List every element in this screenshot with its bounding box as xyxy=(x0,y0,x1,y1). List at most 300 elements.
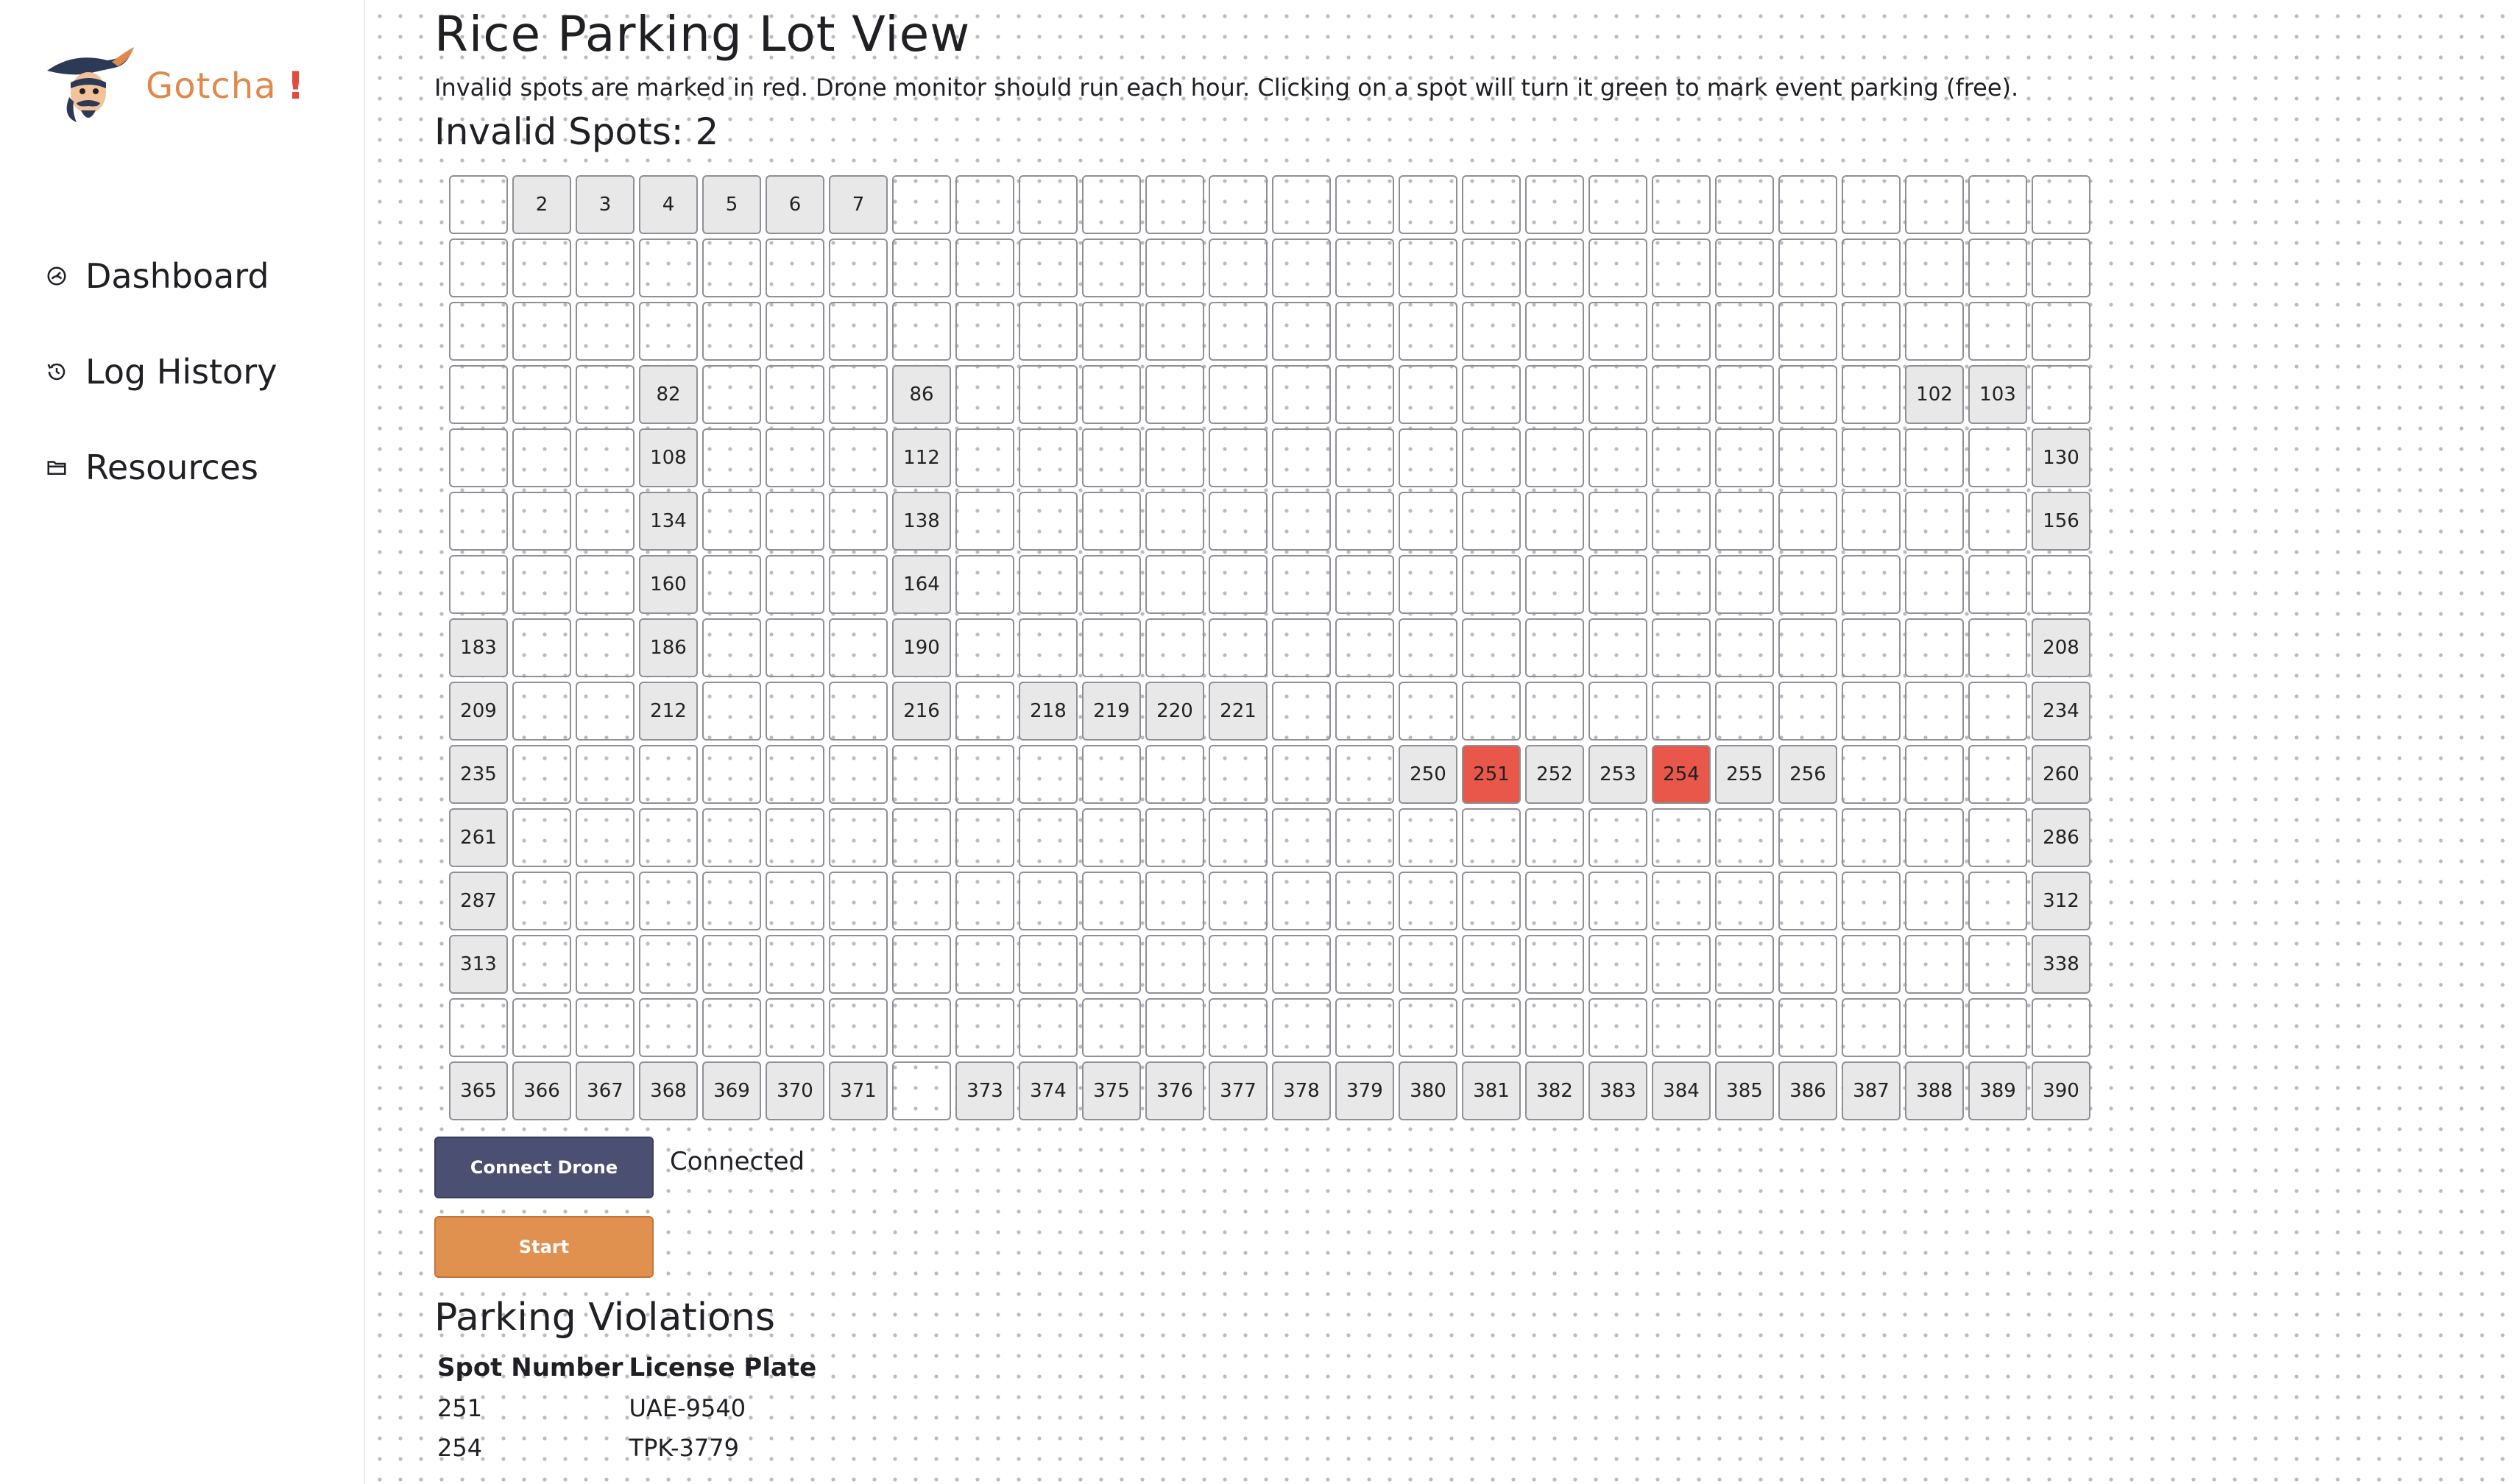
parking-spot[interactable] xyxy=(1905,998,1964,1057)
parking-spot[interactable]: 338 xyxy=(2032,935,2090,994)
brand[interactable] xyxy=(44,46,304,127)
parking-spot[interactable] xyxy=(766,365,824,424)
parking-spot[interactable] xyxy=(1082,365,1141,424)
parking-spot[interactable] xyxy=(449,492,508,551)
parking-spot[interactable] xyxy=(1525,998,1584,1057)
parking-spot[interactable] xyxy=(1272,302,1331,361)
parking-spot[interactable] xyxy=(1335,365,1394,424)
parking-spot[interactable] xyxy=(1905,302,1964,361)
parking-spot[interactable] xyxy=(449,555,508,614)
parking-spot[interactable] xyxy=(1145,808,1204,867)
parking-spot[interactable] xyxy=(892,998,951,1057)
parking-spot[interactable] xyxy=(449,175,508,234)
parking-spot[interactable] xyxy=(1588,872,1647,930)
start-button[interactable]: Start xyxy=(434,1216,654,1278)
parking-spot[interactable] xyxy=(512,239,571,297)
parking-spot[interactable] xyxy=(1525,935,1584,994)
parking-spot[interactable]: 382 xyxy=(1525,1061,1584,1120)
connect-drone-button[interactable]: Connect Drone xyxy=(434,1137,654,1198)
parking-spot[interactable] xyxy=(2032,365,2090,424)
parking-spot[interactable] xyxy=(1399,302,1457,361)
parking-spot[interactable] xyxy=(1778,872,1837,930)
parking-spot[interactable]: 103 xyxy=(1968,365,2027,424)
parking-spot[interactable]: 386 xyxy=(1778,1061,1837,1120)
parking-spot[interactable]: 375 xyxy=(1082,1061,1141,1120)
parking-spot[interactable] xyxy=(449,302,508,361)
parking-spot[interactable] xyxy=(576,935,635,994)
parking-spot[interactable]: 160 xyxy=(639,555,698,614)
parking-spot[interactable] xyxy=(1588,302,1647,361)
parking-spot[interactable]: 387 xyxy=(1842,1061,1901,1120)
parking-spot[interactable] xyxy=(1272,998,1331,1057)
parking-spot[interactable] xyxy=(1842,302,1901,361)
parking-spot[interactable] xyxy=(1082,428,1141,487)
parking-spot[interactable] xyxy=(702,618,761,677)
parking-spot[interactable] xyxy=(702,998,761,1057)
parking-spot[interactable] xyxy=(1145,239,1204,297)
parking-spot[interactable] xyxy=(1399,492,1457,551)
parking-spot[interactable] xyxy=(1778,239,1837,297)
parking-spot[interactable] xyxy=(639,239,698,297)
parking-spot[interactable] xyxy=(766,239,824,297)
parking-spot[interactable] xyxy=(1905,239,1964,297)
parking-spot[interactable]: 82 xyxy=(639,365,698,424)
parking-spot[interactable] xyxy=(1272,682,1331,741)
parking-spot[interactable] xyxy=(1588,492,1647,551)
parking-spot[interactable] xyxy=(1335,808,1394,867)
parking-spot[interactable] xyxy=(1145,745,1204,804)
parking-spot[interactable] xyxy=(1272,618,1331,677)
parking-spot[interactable] xyxy=(1335,998,1394,1057)
parking-spot[interactable] xyxy=(2032,998,2090,1057)
parking-spot[interactable] xyxy=(1145,175,1204,234)
parking-spot[interactable] xyxy=(1905,492,1964,551)
parking-spot[interactable] xyxy=(1525,302,1584,361)
parking-spot[interactable] xyxy=(449,428,508,487)
parking-spot[interactable] xyxy=(1335,555,1394,614)
parking-spot[interactable] xyxy=(1842,682,1901,741)
parking-spot[interactable] xyxy=(1842,239,1901,297)
parking-spot[interactable] xyxy=(829,365,888,424)
parking-spot[interactable]: 134 xyxy=(639,492,698,551)
parking-spot[interactable] xyxy=(1082,239,1141,297)
parking-spot[interactable] xyxy=(1968,998,2027,1057)
parking-spot[interactable]: 4 xyxy=(639,175,698,234)
parking-spot[interactable] xyxy=(512,365,571,424)
parking-spot[interactable] xyxy=(1715,618,1774,677)
parking-spot[interactable] xyxy=(1209,492,1268,551)
parking-spot[interactable] xyxy=(766,428,824,487)
parking-spot[interactable] xyxy=(512,682,571,741)
parking-spot[interactable] xyxy=(829,935,888,994)
parking-spot[interactable] xyxy=(1968,302,2027,361)
parking-spot[interactable] xyxy=(1399,998,1457,1057)
parking-spot[interactable] xyxy=(1399,428,1457,487)
parking-spot[interactable] xyxy=(1399,935,1457,994)
parking-spot[interactable]: 374 xyxy=(1019,1061,1078,1120)
parking-spot[interactable]: 368 xyxy=(639,1061,698,1120)
parking-spot[interactable] xyxy=(639,998,698,1057)
parking-spot[interactable]: 3 xyxy=(576,175,635,234)
parking-spot[interactable]: 260 xyxy=(2032,745,2090,804)
parking-spot[interactable]: 108 xyxy=(639,428,698,487)
parking-spot[interactable]: 385 xyxy=(1715,1061,1774,1120)
parking-spot[interactable] xyxy=(1462,618,1521,677)
parking-spot[interactable] xyxy=(639,808,698,867)
parking-spot[interactable]: 252 xyxy=(1525,745,1584,804)
parking-spot[interactable] xyxy=(1588,808,1647,867)
parking-spot[interactable]: 186 xyxy=(639,618,698,677)
parking-spot[interactable] xyxy=(1525,555,1584,614)
parking-spot[interactable] xyxy=(1652,998,1711,1057)
parking-spot[interactable] xyxy=(1968,175,2027,234)
parking-spot[interactable] xyxy=(892,302,951,361)
parking-spot[interactable] xyxy=(892,808,951,867)
parking-spot[interactable] xyxy=(1082,492,1141,551)
parking-spot[interactable] xyxy=(1968,428,2027,487)
parking-spot[interactable] xyxy=(1399,808,1457,867)
parking-spot[interactable] xyxy=(702,302,761,361)
parking-spot[interactable]: 250 xyxy=(1399,745,1457,804)
parking-spot[interactable] xyxy=(955,998,1014,1057)
parking-spot[interactable] xyxy=(766,555,824,614)
parking-spot[interactable] xyxy=(1588,998,1647,1057)
parking-spot[interactable] xyxy=(1335,618,1394,677)
parking-spot[interactable] xyxy=(1145,935,1204,994)
parking-spot[interactable] xyxy=(955,239,1014,297)
parking-spot[interactable] xyxy=(1778,682,1837,741)
parking-spot[interactable] xyxy=(1778,935,1837,994)
parking-spot[interactable] xyxy=(1778,492,1837,551)
parking-spot[interactable] xyxy=(512,808,571,867)
parking-spot[interactable] xyxy=(2032,302,2090,361)
parking-spot[interactable] xyxy=(1019,365,1078,424)
parking-spot[interactable] xyxy=(576,428,635,487)
parking-spot[interactable] xyxy=(1462,555,1521,614)
parking-spot[interactable] xyxy=(639,302,698,361)
parking-spot[interactable] xyxy=(1905,428,1964,487)
parking-spot[interactable] xyxy=(1842,428,1901,487)
parking-spot[interactable] xyxy=(1778,302,1837,361)
parking-spot[interactable] xyxy=(1462,302,1521,361)
parking-spot[interactable]: 190 xyxy=(892,618,951,677)
parking-spot[interactable] xyxy=(1399,365,1457,424)
parking-spot[interactable]: 209 xyxy=(449,682,508,741)
parking-spot[interactable] xyxy=(1968,935,2027,994)
parking-spot[interactable] xyxy=(1462,175,1521,234)
parking-spot[interactable] xyxy=(1335,492,1394,551)
parking-spot[interactable] xyxy=(1019,175,1078,234)
parking-spot[interactable] xyxy=(576,808,635,867)
parking-spot[interactable] xyxy=(1209,808,1268,867)
parking-spot[interactable] xyxy=(1272,555,1331,614)
parking-spot-invalid[interactable]: 254 xyxy=(1652,745,1711,804)
parking-spot[interactable] xyxy=(1968,682,2027,741)
parking-spot[interactable] xyxy=(702,555,761,614)
parking-spot[interactable] xyxy=(1462,428,1521,487)
parking-spot[interactable] xyxy=(829,492,888,551)
parking-spot[interactable] xyxy=(702,682,761,741)
parking-spot[interactable] xyxy=(1905,872,1964,930)
parking-spot[interactable] xyxy=(1652,428,1711,487)
parking-spot[interactable] xyxy=(1019,555,1078,614)
parking-spot[interactable] xyxy=(766,492,824,551)
sidebar-item-log-history[interactable] xyxy=(46,324,277,420)
parking-spot[interactable]: 255 xyxy=(1715,745,1774,804)
parking-spot[interactable] xyxy=(1842,175,1901,234)
parking-spot[interactable]: 216 xyxy=(892,682,951,741)
parking-spot[interactable] xyxy=(1019,618,1078,677)
parking-spot[interactable]: 365 xyxy=(449,1061,508,1120)
parking-spot[interactable] xyxy=(1968,239,2027,297)
parking-spot[interactable] xyxy=(829,745,888,804)
parking-spot[interactable]: 102 xyxy=(1905,365,1964,424)
parking-spot[interactable] xyxy=(1842,365,1901,424)
parking-spot[interactable] xyxy=(1652,808,1711,867)
parking-spot[interactable] xyxy=(1335,175,1394,234)
parking-spot[interactable] xyxy=(1652,175,1711,234)
parking-spot[interactable] xyxy=(1019,998,1078,1057)
parking-spot[interactable] xyxy=(1525,365,1584,424)
parking-spot[interactable]: 371 xyxy=(829,1061,888,1120)
parking-spot[interactable]: 212 xyxy=(639,682,698,741)
parking-spot[interactable] xyxy=(1715,935,1774,994)
parking-spot[interactable] xyxy=(1715,175,1774,234)
parking-spot[interactable] xyxy=(1145,492,1204,551)
parking-spot[interactable] xyxy=(1715,302,1774,361)
parking-spot[interactable] xyxy=(1082,745,1141,804)
parking-spot[interactable] xyxy=(576,492,635,551)
parking-spot[interactable] xyxy=(1715,555,1774,614)
parking-spot[interactable] xyxy=(1905,935,1964,994)
parking-spot[interactable] xyxy=(1145,618,1204,677)
parking-spot[interactable] xyxy=(1335,239,1394,297)
parking-spot[interactable] xyxy=(449,998,508,1057)
parking-spot[interactable] xyxy=(1019,302,1078,361)
parking-spot[interactable] xyxy=(2032,555,2090,614)
parking-spot[interactable] xyxy=(1019,239,1078,297)
parking-spot[interactable] xyxy=(1525,428,1584,487)
sidebar-item-resources[interactable] xyxy=(46,420,277,515)
parking-spot[interactable] xyxy=(1652,935,1711,994)
parking-spot[interactable] xyxy=(955,745,1014,804)
parking-spot[interactable]: 183 xyxy=(449,618,508,677)
sidebar-item-dashboard[interactable] xyxy=(46,228,277,324)
parking-spot[interactable] xyxy=(1209,618,1268,677)
parking-spot[interactable]: 253 xyxy=(1588,745,1647,804)
parking-spot[interactable]: 6 xyxy=(766,175,824,234)
parking-spot[interactable] xyxy=(1778,998,1837,1057)
parking-spot[interactable] xyxy=(1145,555,1204,614)
parking-spot[interactable] xyxy=(1525,175,1584,234)
parking-spot[interactable] xyxy=(1652,239,1711,297)
parking-spot[interactable] xyxy=(1525,682,1584,741)
parking-spot[interactable] xyxy=(1209,365,1268,424)
parking-spot[interactable] xyxy=(1968,872,2027,930)
parking-spot[interactable] xyxy=(1778,808,1837,867)
parking-spot[interactable] xyxy=(1019,745,1078,804)
parking-spot[interactable]: 235 xyxy=(449,745,508,804)
parking-spot[interactable] xyxy=(1588,175,1647,234)
parking-spot[interactable]: 86 xyxy=(892,365,951,424)
parking-spot-invalid[interactable]: 251 xyxy=(1462,745,1521,804)
parking-spot[interactable] xyxy=(1272,365,1331,424)
parking-spot[interactable] xyxy=(1272,428,1331,487)
parking-spot[interactable] xyxy=(1399,618,1457,677)
parking-spot[interactable] xyxy=(1588,365,1647,424)
parking-spot[interactable] xyxy=(576,365,635,424)
parking-spot[interactable] xyxy=(512,745,571,804)
parking-spot[interactable] xyxy=(1778,428,1837,487)
parking-spot[interactable] xyxy=(1652,682,1711,741)
parking-spot[interactable]: 373 xyxy=(955,1061,1014,1120)
parking-spot[interactable] xyxy=(449,239,508,297)
parking-spot[interactable] xyxy=(1272,745,1331,804)
parking-spot[interactable] xyxy=(1082,872,1141,930)
parking-spot[interactable] xyxy=(1335,428,1394,487)
parking-spot[interactable] xyxy=(955,428,1014,487)
parking-spot[interactable] xyxy=(1335,302,1394,361)
parking-spot[interactable] xyxy=(1209,555,1268,614)
parking-spot[interactable] xyxy=(1399,872,1457,930)
parking-spot[interactable] xyxy=(1272,935,1331,994)
parking-spot[interactable] xyxy=(1905,555,1964,614)
parking-spot[interactable] xyxy=(829,808,888,867)
parking-spot[interactable]: 218 xyxy=(1019,682,1078,741)
parking-spot[interactable] xyxy=(1715,428,1774,487)
parking-spot[interactable] xyxy=(702,872,761,930)
parking-spot[interactable]: 313 xyxy=(449,935,508,994)
parking-spot[interactable]: 384 xyxy=(1652,1061,1711,1120)
parking-spot[interactable]: 286 xyxy=(2032,808,2090,867)
parking-spot[interactable] xyxy=(1145,365,1204,424)
parking-spot[interactable] xyxy=(766,872,824,930)
parking-spot[interactable] xyxy=(576,998,635,1057)
parking-spot[interactable] xyxy=(1525,618,1584,677)
parking-spot[interactable] xyxy=(1842,618,1901,677)
parking-spot[interactable] xyxy=(1842,492,1901,551)
parking-spot[interactable] xyxy=(829,555,888,614)
parking-spot[interactable] xyxy=(576,239,635,297)
parking-spot[interactable]: 221 xyxy=(1209,682,1268,741)
parking-spot[interactable] xyxy=(1272,872,1331,930)
parking-spot[interactable] xyxy=(892,1061,951,1120)
parking-spot[interactable] xyxy=(766,998,824,1057)
parking-spot[interactable] xyxy=(766,745,824,804)
parking-spot[interactable] xyxy=(512,555,571,614)
parking-spot[interactable] xyxy=(766,682,824,741)
parking-spot[interactable] xyxy=(1588,555,1647,614)
parking-spot[interactable] xyxy=(512,935,571,994)
parking-spot[interactable] xyxy=(1715,682,1774,741)
parking-spot[interactable] xyxy=(1019,492,1078,551)
parking-spot[interactable] xyxy=(766,808,824,867)
parking-spot[interactable]: 378 xyxy=(1272,1061,1331,1120)
parking-spot[interactable] xyxy=(1715,808,1774,867)
parking-spot[interactable] xyxy=(955,555,1014,614)
parking-spot[interactable] xyxy=(955,175,1014,234)
parking-spot[interactable] xyxy=(1588,935,1647,994)
parking-spot[interactable] xyxy=(512,428,571,487)
parking-spot[interactable] xyxy=(576,872,635,930)
parking-spot[interactable]: 379 xyxy=(1335,1061,1394,1120)
parking-spot[interactable] xyxy=(1905,175,1964,234)
parking-spot[interactable] xyxy=(1842,935,1901,994)
parking-spot[interactable] xyxy=(829,428,888,487)
parking-spot[interactable] xyxy=(1399,239,1457,297)
parking-spot[interactable] xyxy=(1652,492,1711,551)
parking-spot[interactable] xyxy=(576,618,635,677)
parking-spot[interactable] xyxy=(1842,555,1901,614)
parking-spot[interactable] xyxy=(1209,745,1268,804)
parking-spot[interactable] xyxy=(576,302,635,361)
parking-spot[interactable] xyxy=(512,872,571,930)
parking-spot[interactable] xyxy=(1968,808,2027,867)
parking-spot[interactable]: 138 xyxy=(892,492,951,551)
parking-spot[interactable] xyxy=(1082,302,1141,361)
parking-spot[interactable] xyxy=(766,935,824,994)
parking-spot[interactable] xyxy=(1209,302,1268,361)
parking-spot[interactable]: 261 xyxy=(449,808,508,867)
parking-spot[interactable] xyxy=(1652,872,1711,930)
parking-spot[interactable]: 2 xyxy=(512,175,571,234)
parking-spot[interactable] xyxy=(1905,808,1964,867)
parking-spot[interactable] xyxy=(2032,239,2090,297)
parking-spot[interactable]: 208 xyxy=(2032,618,2090,677)
parking-spot[interactable]: 5 xyxy=(702,175,761,234)
parking-spot[interactable] xyxy=(1842,745,1901,804)
parking-spot[interactable] xyxy=(512,302,571,361)
parking-spot[interactable] xyxy=(1842,872,1901,930)
parking-spot[interactable]: 390 xyxy=(2032,1061,2090,1120)
parking-spot[interactable]: 369 xyxy=(702,1061,761,1120)
parking-spot[interactable] xyxy=(1272,175,1331,234)
parking-spot[interactable]: 381 xyxy=(1462,1061,1521,1120)
parking-spot[interactable] xyxy=(1462,682,1521,741)
parking-spot[interactable] xyxy=(576,682,635,741)
parking-spot[interactable]: 219 xyxy=(1082,682,1141,741)
parking-spot[interactable] xyxy=(639,935,698,994)
parking-spot[interactable] xyxy=(1019,428,1078,487)
parking-spot[interactable] xyxy=(829,618,888,677)
parking-spot[interactable]: 377 xyxy=(1209,1061,1268,1120)
parking-spot[interactable] xyxy=(1145,302,1204,361)
parking-spot[interactable] xyxy=(1019,808,1078,867)
parking-spot[interactable] xyxy=(702,365,761,424)
parking-spot[interactable] xyxy=(892,745,951,804)
parking-spot[interactable]: 366 xyxy=(512,1061,571,1120)
parking-spot[interactable] xyxy=(1588,239,1647,297)
parking-spot[interactable] xyxy=(829,302,888,361)
parking-spot[interactable] xyxy=(1335,872,1394,930)
parking-spot[interactable] xyxy=(702,745,761,804)
parking-spot[interactable] xyxy=(1399,682,1457,741)
parking-spot[interactable] xyxy=(829,239,888,297)
parking-spot[interactable] xyxy=(1462,492,1521,551)
parking-spot[interactable] xyxy=(1715,239,1774,297)
parking-spot[interactable] xyxy=(1335,935,1394,994)
parking-spot[interactable] xyxy=(1778,175,1837,234)
parking-spot[interactable]: 370 xyxy=(766,1061,824,1120)
parking-spot[interactable] xyxy=(1272,492,1331,551)
parking-spot[interactable] xyxy=(892,872,951,930)
parking-spot[interactable] xyxy=(955,808,1014,867)
parking-spot[interactable]: 112 xyxy=(892,428,951,487)
parking-spot[interactable] xyxy=(1082,175,1141,234)
parking-spot[interactable] xyxy=(1209,872,1268,930)
parking-spot[interactable] xyxy=(1778,365,1837,424)
parking-spot[interactable]: 256 xyxy=(1778,745,1837,804)
